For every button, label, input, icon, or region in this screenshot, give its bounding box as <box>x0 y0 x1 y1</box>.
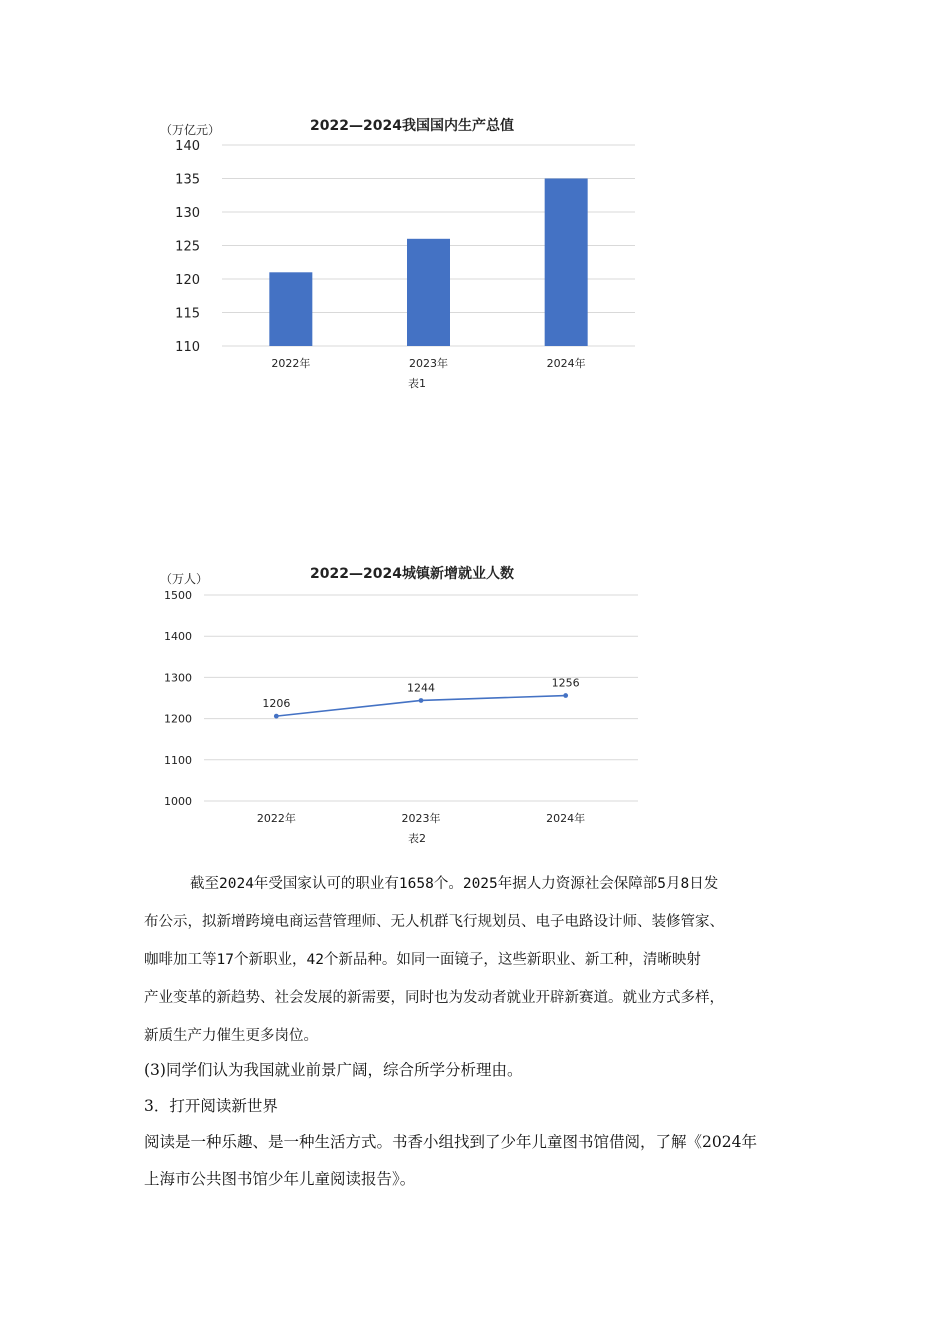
y-tick-label: 115 <box>175 306 200 322</box>
y-tick-label: 140 <box>175 139 200 154</box>
data-point-2023年 <box>419 698 424 703</box>
y-tick-label: 1400 <box>164 630 192 644</box>
gdp-chart-svg <box>140 105 660 405</box>
x-tick-label: 2023年 <box>401 812 441 825</box>
gdp-bar-chart <box>140 105 660 405</box>
y-tick-label: 1300 <box>164 671 192 685</box>
data-point-2022年 <box>274 714 279 719</box>
x-tick-label: 2023年 <box>409 357 448 370</box>
paragraph-line: 布公示，拟新增跨境电商运营管理师、无人机群飞行规划员、电子电路设计师、装修管家、 <box>144 914 724 930</box>
data-label: 1244 <box>407 681 435 695</box>
y-tick-label: 120 <box>175 273 200 288</box>
x-tick-label: 2022年 <box>271 357 311 370</box>
y-tick-label: 110 <box>175 340 200 355</box>
paragraph-line: 截至2024年受国家认可的职业有1658个。2025年据人力资源社会保障部5月8日发 <box>190 876 719 892</box>
y-tick-label: 130 <box>175 206 200 221</box>
paragraph-line: 产业变革的新趋势、社会发展的新需要，同时也为发动者就业开辟新赛道。就业方式多样， <box>144 990 724 1006</box>
paragraph-line: 咖啡加工等17个新职业，42个新品种。如同一面镜子，这些新职业、新工种，清晰映射 <box>144 952 701 968</box>
bar-2022年 <box>269 272 312 346</box>
y-tick-label: 125 <box>175 239 200 255</box>
bar-2023年 <box>407 239 450 346</box>
chart-caption: 表1 <box>408 377 426 390</box>
x-tick-label: 2022年 <box>256 812 296 825</box>
y-tick-label: 1100 <box>164 753 192 767</box>
employment-chart-svg <box>140 555 660 855</box>
reading-line: 阅读是一种乐趣、是一种生活方式。书香小组找到了少年儿童图书馆借阅，了解《2024年 <box>144 1133 757 1151</box>
y-tick-label: 1500 <box>164 589 192 602</box>
y-tick-label: 135 <box>175 172 200 188</box>
employment-line-chart <box>140 555 660 855</box>
x-tick-label: 2024年 <box>546 812 586 825</box>
data-label: 1206 <box>262 697 291 711</box>
reading-line: 上海市公共图书馆少年儿童阅读报告》。 <box>144 1170 416 1188</box>
chart-title: 2022—2024城镇新增就业人数 <box>310 566 514 582</box>
y-unit-label: （万人） <box>160 572 209 586</box>
section-heading: 3．打开阅读新世界 <box>144 1097 278 1115</box>
paragraph-line: 新质生产力催生更多岗位。 <box>144 1028 318 1044</box>
data-point-2024年 <box>563 693 568 698</box>
y-tick-label: 1000 <box>164 795 192 808</box>
data-label: 1256 <box>551 676 580 690</box>
bar-2024年 <box>545 179 588 347</box>
y-tick-label: 1200 <box>164 712 192 726</box>
question-text: (3)同学们认为我国就业前景广阔，综合所学分析理由。 <box>144 1061 523 1079</box>
x-tick-label: 2024年 <box>546 357 586 370</box>
chart-title: 2022—2024我国国内生产总值 <box>310 118 514 134</box>
y-unit-label: （万亿元） <box>160 123 221 137</box>
chart-caption: 表2 <box>408 832 426 845</box>
